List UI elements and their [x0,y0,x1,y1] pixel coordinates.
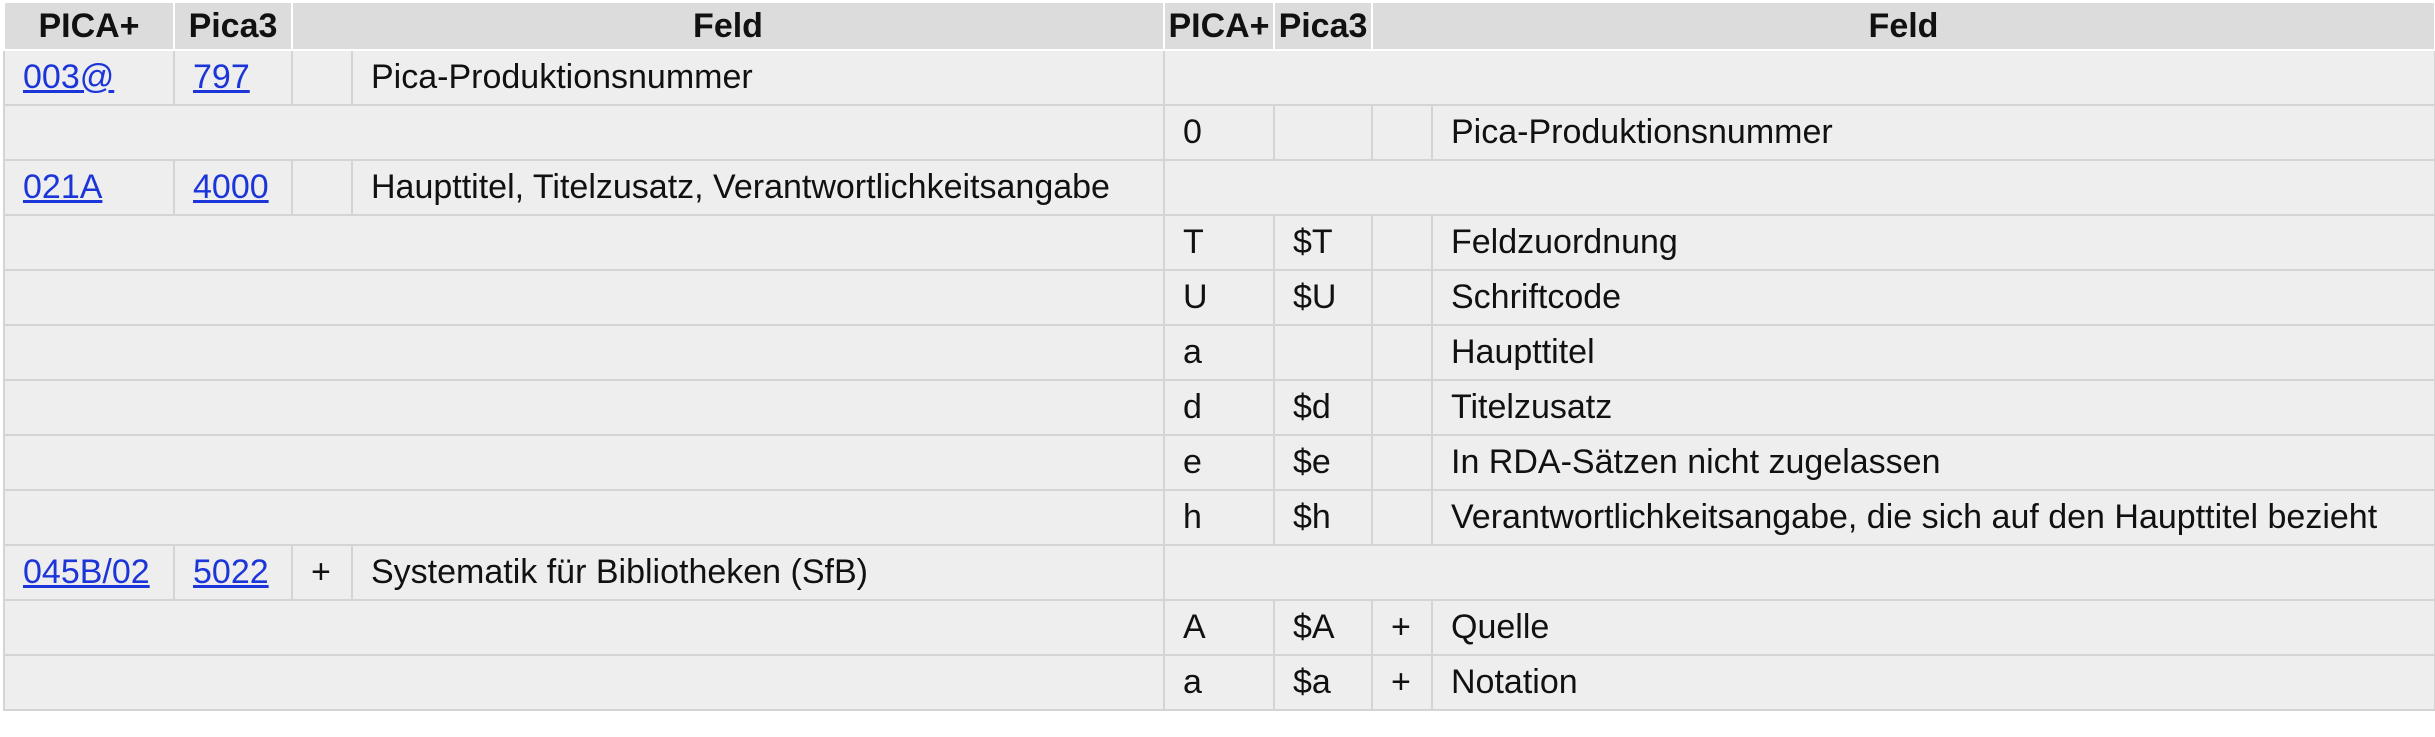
subfield-repeatable: + [1372,600,1432,655]
subfield-pica3: $h [1274,490,1372,545]
subfield-repeatable [1372,325,1432,380]
subfield-row [4,325,2435,380]
empty-cell [1164,50,2435,105]
subfield-code: T [1164,215,1274,270]
empty-cell [4,600,1164,655]
subfield-repeatable [1372,270,1432,325]
subfield-row [4,490,2435,545]
subfield-row [4,655,2435,710]
subfield-label: Haupttitel [1432,325,2435,380]
empty-cell [4,105,1164,160]
empty-cell [4,325,1164,380]
subfield-code: d [1164,380,1274,435]
field-pica-plus-cell [4,545,174,600]
subfield-repeatable [1372,435,1432,490]
subfield-row [4,270,2435,325]
subfield-label: Feldzuordnung [1432,215,2435,270]
empty-cell [4,490,1164,545]
subfield-row [4,215,2435,270]
field-label: Systematik für Bibliotheken (SfB) [352,545,1164,600]
subfield-code: U [1164,270,1274,325]
field-pica3-link[interactable]: 5022 [193,553,269,591]
empty-cell [1164,545,2435,600]
empty-cell [1164,160,2435,215]
subfield-code: A [1164,600,1274,655]
subfield-repeatable [1372,105,1432,160]
field-row [4,545,2435,600]
field-pica3-link[interactable]: 797 [193,58,250,96]
col-header-subfield-pica3: Pica3 [1274,3,1372,50]
field-label: Pica-Produktionsnummer [352,50,1164,105]
subfield-row [4,435,2435,490]
subfield-label: Schriftcode [1432,270,2435,325]
field-repeatable-cell [292,160,352,215]
subfield-label: Verantwortlichkeitsangabe, die sich auf den Haupttitel bezieht [1432,490,2435,545]
field-repeatable-cell [292,50,352,105]
field-pica3-link[interactable]: 4000 [193,168,269,206]
subfield-label: In RDA-Sätzen nicht zugelassen [1432,435,2435,490]
subfield-code: a [1164,655,1274,710]
field-pica3-cell [174,545,292,600]
subfield-pica3: $d [1274,380,1372,435]
field-pica-plus-cell [4,160,174,215]
col-header-subfield-pica-plus: PICA+ [1164,3,1274,50]
subfield-label: Pica-Produktionsnummer [1432,105,2435,160]
subfield-row [4,600,2435,655]
subfield-code: h [1164,490,1274,545]
subfield-pica3 [1274,105,1372,160]
empty-cell [4,435,1164,490]
field-repeatable-cell: + [292,545,352,600]
field-pica3-cell [174,50,292,105]
subfield-pica3 [1274,325,1372,380]
col-header-subfield-feld: Feld [1372,3,2435,50]
field-pica-plus-link[interactable]: 003@ [23,58,115,96]
field-pica3-cell [174,160,292,215]
subfield-label: Notation [1432,655,2435,710]
subfield-row [4,105,2435,160]
col-header-feld: Feld [292,3,1164,50]
subfield-code: 0 [1164,105,1274,160]
empty-cell [4,215,1164,270]
field-label: Haupttitel, Titelzusatz, Verantwortlichkeitsangabe [352,160,1164,215]
empty-cell [4,655,1164,710]
pica-fields-table [3,3,2435,711]
empty-cell [4,270,1164,325]
subfield-pica3: $A [1274,600,1372,655]
field-row [4,160,2435,215]
field-pica-plus-cell [4,50,174,105]
subfield-repeatable [1372,490,1432,545]
subfield-row [4,380,2435,435]
subfield-label: Titelzusatz [1432,380,2435,435]
subfield-code: a [1164,325,1274,380]
subfield-pica3: $U [1274,270,1372,325]
col-header-pica-plus: PICA+ [4,3,174,50]
empty-cell [4,380,1164,435]
field-pica-plus-link[interactable]: 045B/02 [23,553,150,591]
subfield-pica3: $a [1274,655,1372,710]
subfield-repeatable: + [1372,655,1432,710]
field-row [4,50,2435,105]
subfield-pica3: $e [1274,435,1372,490]
subfield-pica3: $T [1274,215,1372,270]
subfield-repeatable [1372,215,1432,270]
subfield-code: e [1164,435,1274,490]
subfield-repeatable [1372,380,1432,435]
col-header-pica3: Pica3 [174,3,292,50]
table-header-row [4,3,2435,50]
subfield-label: Quelle [1432,600,2435,655]
field-pica-plus-link[interactable]: 021A [23,168,103,206]
